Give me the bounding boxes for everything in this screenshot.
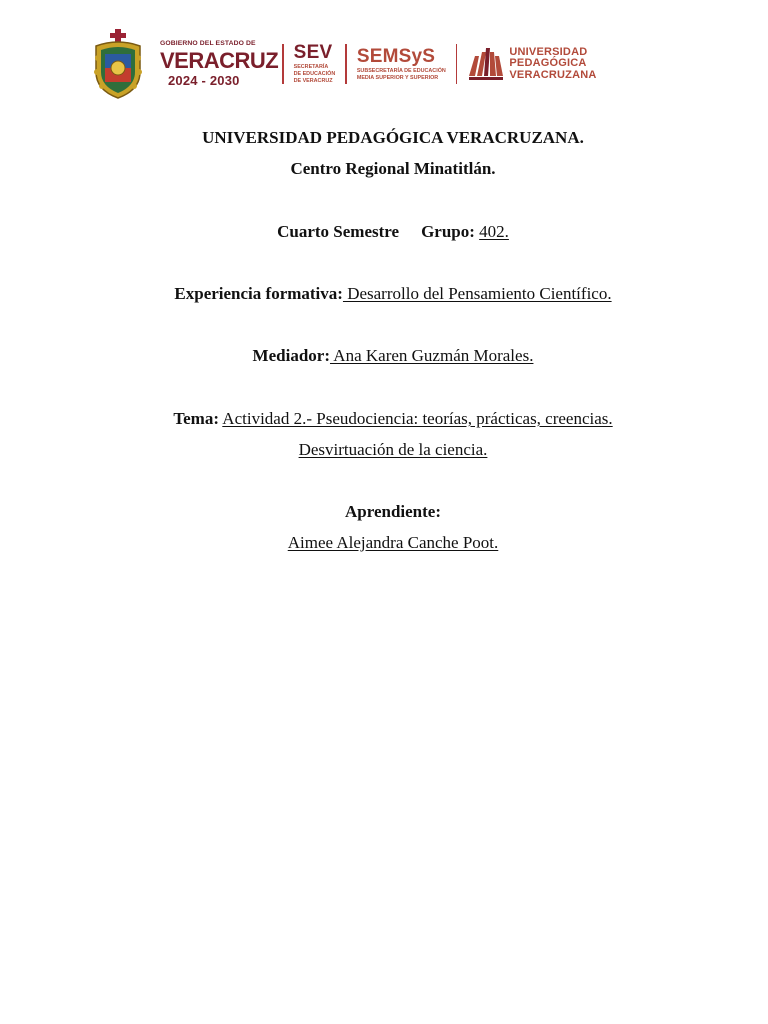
gov-years-text: 2024 - 2030	[168, 72, 240, 88]
group-label: Grupo:	[421, 222, 475, 241]
regional-center: Centro Regional Minatitlán.	[290, 159, 496, 178]
upv-text-line: PEDAGÓGICA	[509, 57, 587, 70]
topic-line	[0, 409, 768, 429]
upv-text-line: VERACRUZANA	[509, 68, 597, 81]
sev-logo	[294, 43, 336, 84]
mediator-value: Ana Karen Guzmán Morales.	[329, 346, 534, 365]
upv-emblem-icon	[467, 46, 505, 82]
sev-title: SEV	[293, 42, 333, 64]
sev-sub-line: DE VERACRUZ	[293, 77, 333, 84]
university-name: UNIVERSIDAD PEDAGÓGICA VERACRUZANA.	[202, 128, 584, 147]
experience-label: Experiencia formativa:	[174, 284, 343, 303]
semsys-title: SEMSyS	[356, 45, 436, 67]
learner-label: Aprendiente:	[344, 502, 441, 521]
semester: Cuarto Semestre	[277, 222, 400, 241]
semsys-sub-line: SUBSECRETARÍA DE EDUCACIÓN	[356, 67, 446, 74]
upv-text	[509, 47, 596, 82]
gov-small-text: GOBIERNO DEL ESTADO DE	[160, 40, 256, 48]
gov-big-text: VERACRUZ	[160, 47, 279, 73]
sev-sub-line: SECRETARÍA	[293, 64, 329, 71]
upv-logo	[467, 46, 596, 82]
header-logos	[90, 28, 650, 100]
topic-value-continued: Desvirtuación de la ciencia.	[298, 440, 488, 459]
sev-sub-line: DE EDUCACIÓN	[293, 71, 336, 78]
semsys-logo	[357, 47, 446, 82]
gov-veracruz-logo	[160, 40, 279, 88]
group-value: 402.	[479, 222, 509, 241]
semsys-subtitle	[357, 68, 446, 82]
divider	[345, 44, 347, 84]
learner-name: Aimee Alejandra Canche Poot.	[287, 533, 499, 552]
mediator-line	[0, 346, 768, 366]
veracruz-coat-of-arms-icon	[90, 28, 146, 100]
semsys-sub-line: MEDIA SUPERIOR Y SUPERIOR	[356, 74, 439, 81]
divider	[282, 44, 284, 84]
experience-value: Desarrollo del Pensamiento Científico.	[342, 284, 612, 303]
sev-subtitle	[294, 64, 336, 84]
learner-line	[0, 533, 768, 553]
upv-text-line: UNIVERSIDAD	[509, 45, 588, 58]
divider	[456, 44, 458, 84]
mediator-label: Mediador:	[252, 346, 330, 365]
topic-line-2	[0, 440, 768, 460]
semester-group-line	[0, 222, 768, 242]
topic-value: Actividad 2.- Pseudociencia: teorías, prácticas, creencias.	[222, 409, 613, 428]
experience-line	[0, 284, 768, 304]
topic-label: Tema:	[173, 409, 219, 428]
